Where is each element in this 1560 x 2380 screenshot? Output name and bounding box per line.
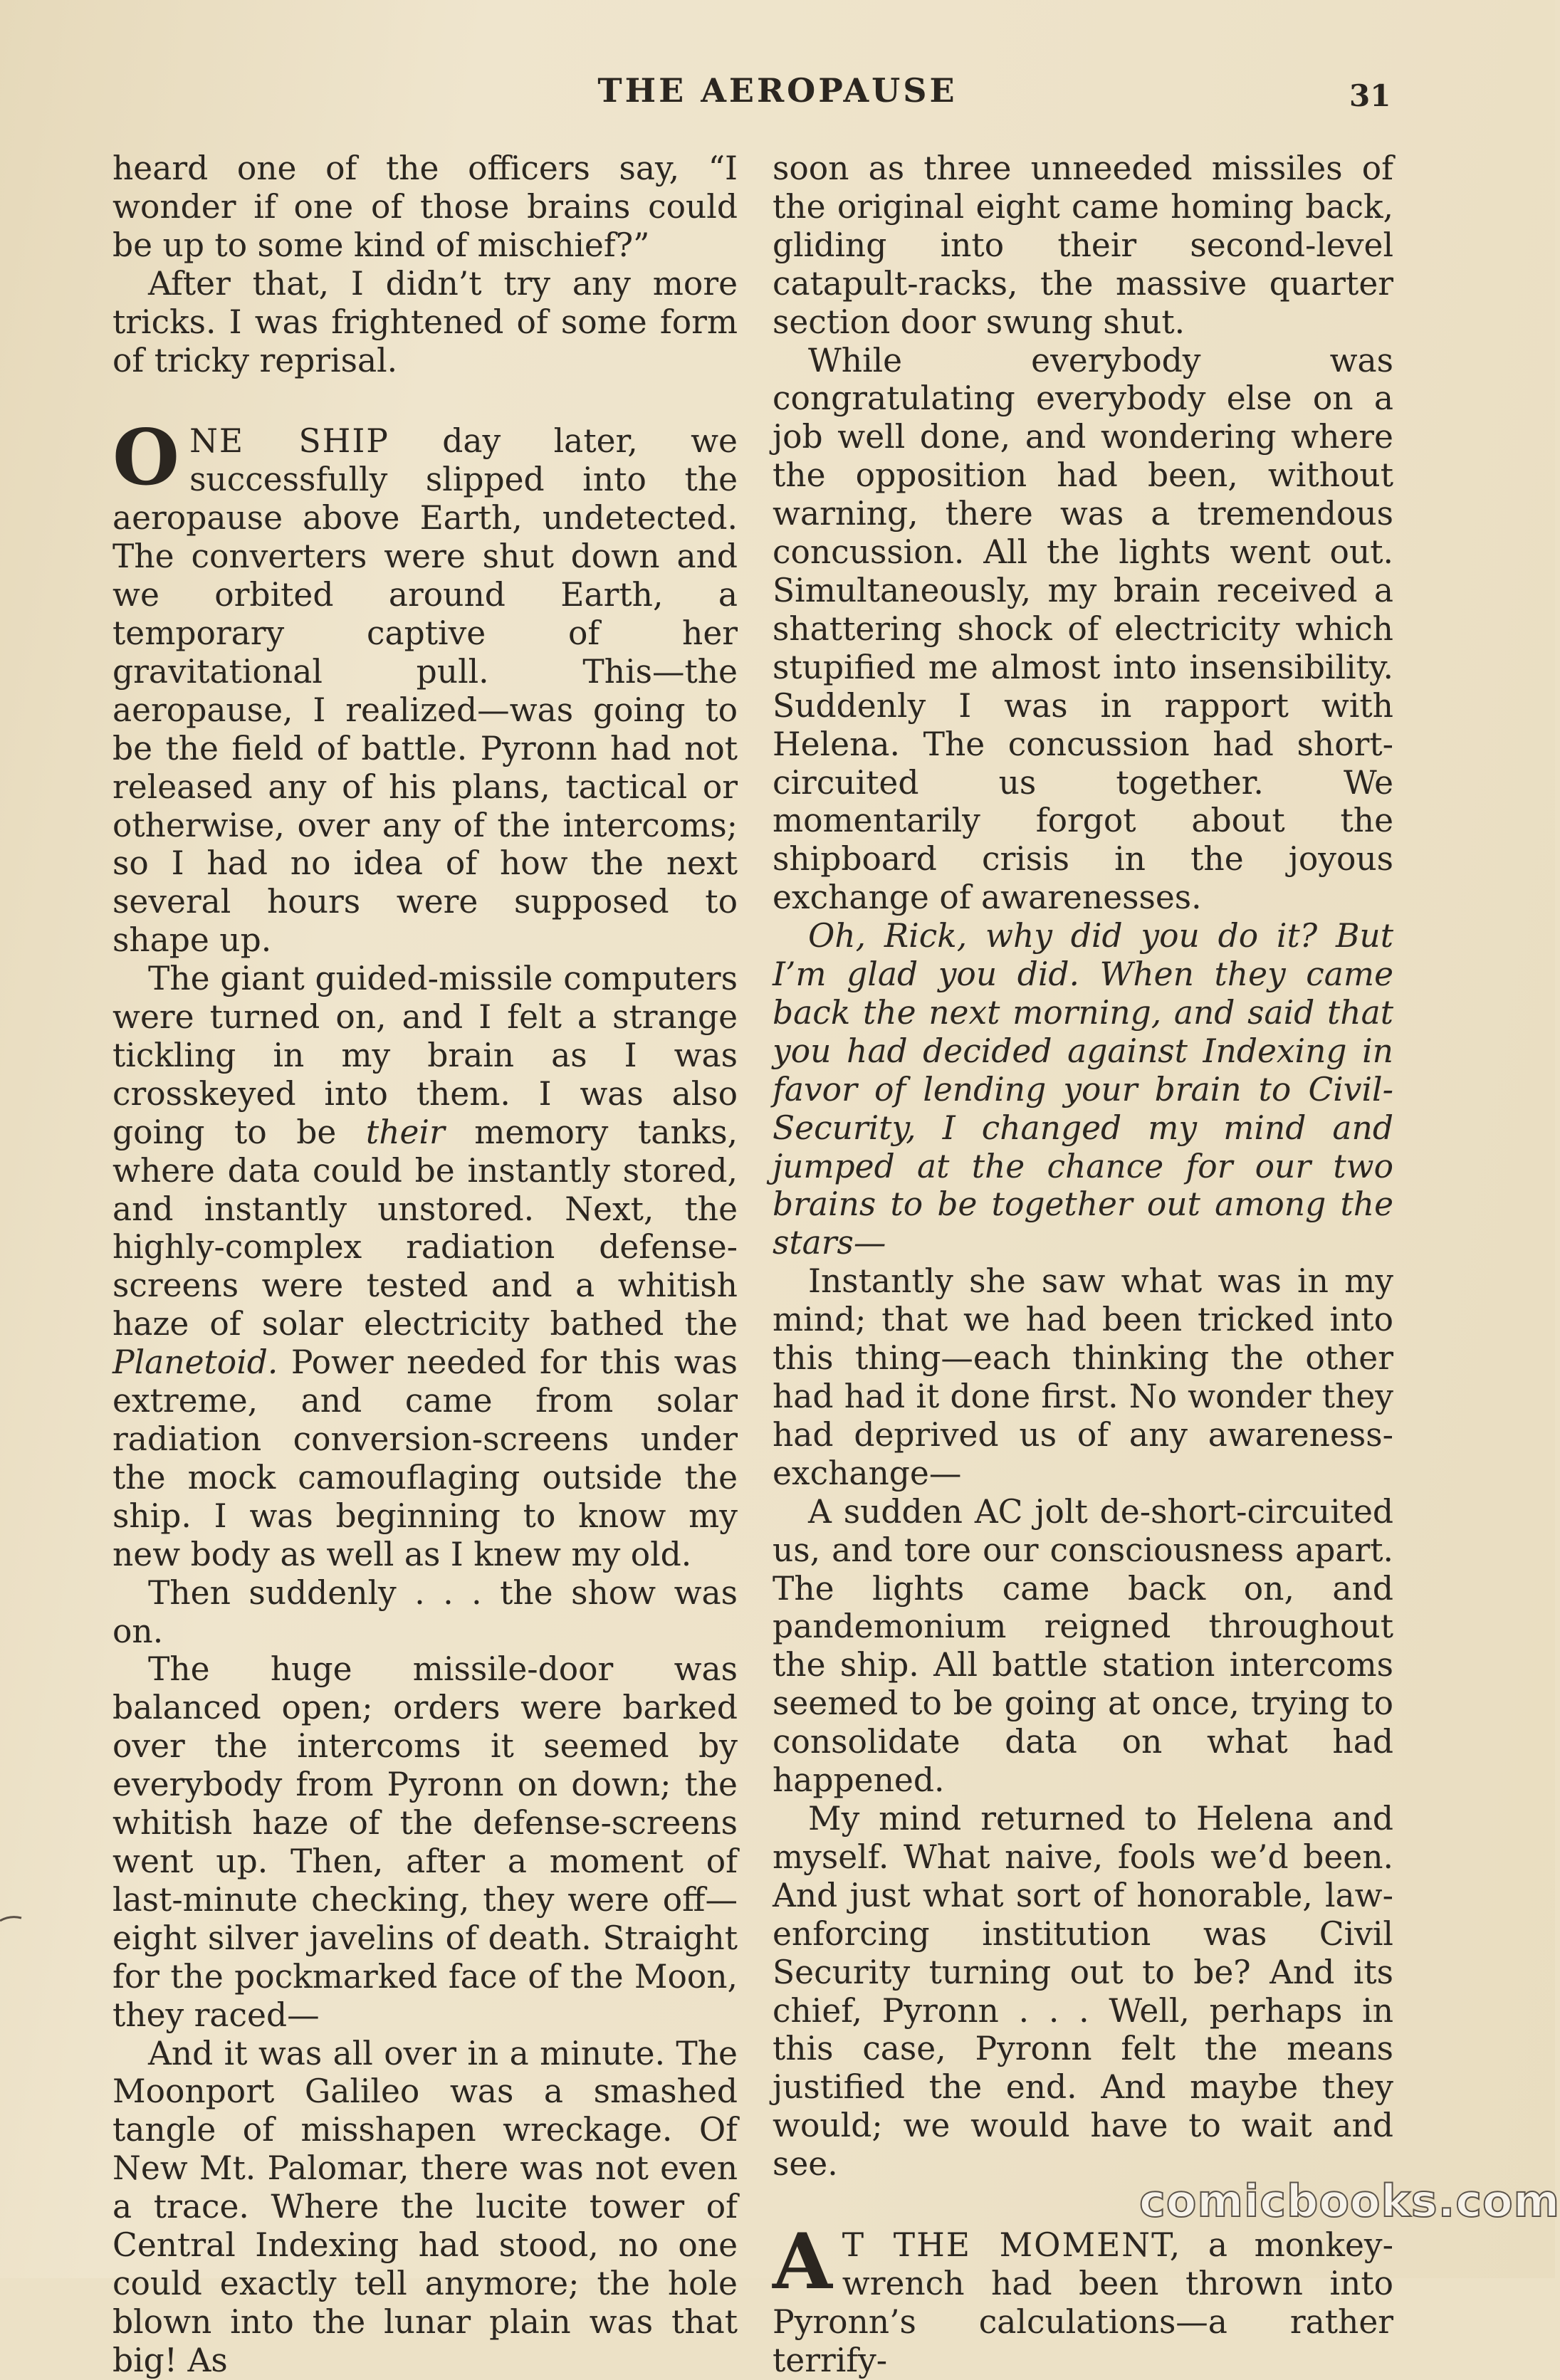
paragraph: soon as three unneeded missiles of the original eight came homing back, gliding into their second-level catapult-racks, the massive quarter section door swung shut.: [773, 150, 1393, 341]
emphasis: their: [365, 1113, 445, 1151]
section-lead-in: NE SHIP: [189, 422, 389, 461]
paragraph: heard one of the officers say, “I wonder if one of those brains could be up to some kind of mischief?”: [112, 150, 738, 264]
paragraph: And it was all over in a minute. The Moonport Galileo was a smashed tangle of misshapen wreckage. Of New Mt. Palomar, there was not even a trace. Where the lucite tower of Central Indexing had stood, no one could exactly tell anymore; the hole blown into the lunar plain was that big! As: [112, 2034, 738, 2379]
paragraph-text: a monkey-wrench had been thrown into Pyronn’s calculations—a rather terrify-: [773, 2226, 1393, 2379]
drop-cap: A: [773, 2217, 832, 2307]
paragraph: The huge missile-door was balanced open; orders were barked over the intercoms it seemed by everybody from Pyronn on down; the whitish haze of the defense-screens went up. Then, after a moment of last-minute checking, they were off—eight silver javelins of death. Straight for the pockmarked face of the Moon, they raced—: [112, 1650, 738, 2034]
telepathic-message-paragraph: Oh, Rick, why did you do it? But I’m glad you did. When they came back the next morning, and said that you had decided against Indexing in favor of lending your brain to Civil-Security, I changed my mind and jumped at the chance for our two brains to be together out among the stars—: [773, 917, 1393, 1262]
watermark: comicbooks.com: [1139, 2175, 1560, 2227]
paragraph: My mind returned to Helena and myself. What naive, fools we’d been. And just what sort of honorable, law-enforcing institution was Civil Security turning out to be? And its chief, Pyronn . . . Well, perhaps in this case, Pyronn felt the means justified the end. And maybe they would; we would have to wait and see.: [773, 1799, 1393, 2184]
paragraph: A sudden AC jolt de-short-circuited us, and tore our consciousness apart. The lights came back on, and pandemonium reigned throughout the ship. All battle station intercoms seemed to be going at once, trying to consolidate data on what had happened.: [773, 1492, 1393, 1800]
paragraph: After that, I didn’t try any more tricks. I was frightened of some form of tricky reprisal.: [112, 264, 738, 379]
section-opening-paragraph: [112, 413, 738, 960]
paragraph-text: Power needed for this was extreme, and came from solar radiation conversion-screens under the mock camouflaging outside the ship. I was beginning to know my new body as well as I knew my old.: [112, 1343, 738, 1573]
left-column: [112, 150, 738, 2380]
page-number: 31: [1349, 78, 1391, 113]
ship-name: Planetoid.: [112, 1343, 278, 1382]
running-title: THE AEROPAUSE: [597, 71, 958, 110]
paragraph: While everybody was congratulating everybody else on a job well done, and wondering where the opposition had been, without warning, there was a tremendous concussion. All the lights went out. Simultaneously, my brain received a shattering shock of electricity which stupified me almost into insensibility. Suddenly I was in rapport with Helena. The concussion had short-circuited us together. We momentarily forgot about the shipboard crisis in the joyous exchange of awarenesses.: [773, 341, 1393, 917]
paragraph: Then suddenly . . . the show was on.: [112, 1573, 738, 1650]
section-lead-in: T THE MOMENT,: [842, 2226, 1182, 2265]
right-column: [773, 150, 1393, 2380]
section-opening-paragraph: [773, 2217, 1393, 2380]
paragraph-text: day later, we successfully slipped into the aeropause above Earth, undetected. The converters were shut down and we orbited around Earth, a temporary captive of her gravitational pull. This—the aeropause, I realized—was going to be the field of battle. Pyronn had not released any of his plans, tactical or otherwise, over any of the intercoms; so I had no idea of how the next several hours were supposed to shape up.: [112, 422, 738, 960]
paragraph-text: The giant guided-missile computers were turned on, and I felt a strange tickling in my brain as I was crosskeyed into them. I was also going to be: [112, 960, 738, 1151]
drop-cap: O: [112, 413, 180, 503]
paragraph: Instantly she saw what was in my mind; that we had been tricked into this thing—each thinking the other had had it done first. No wonder they had deprived us of any awareness-exchange—: [773, 1262, 1393, 1492]
paragraph: [112, 960, 738, 1574]
paragraph-text: memory tanks, where data could be instantly stored, and instantly unstored. Next, the highly-complex radiation defense-screens were tested and a whitish haze of solar electricity bathed the: [112, 1113, 738, 1343]
running-head: [0, 71, 1555, 128]
page-edge-mark: [0, 1908, 28, 1929]
